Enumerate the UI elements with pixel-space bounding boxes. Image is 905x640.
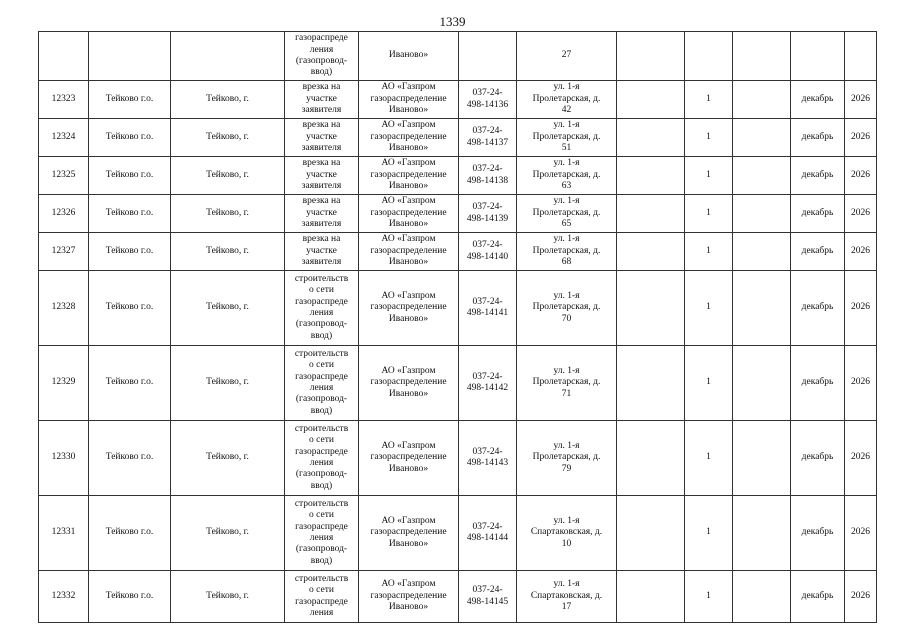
cell-work-type: врезка на участке заявителя	[285, 233, 359, 271]
cell-year: 2026	[845, 233, 877, 271]
cell-qty: 1	[685, 346, 733, 421]
cell-settlement: Тейково, г.	[171, 421, 285, 496]
cell-empty	[733, 271, 791, 346]
table-row	[39, 496, 877, 571]
cell-num: 12328	[39, 271, 89, 346]
cell-empty	[733, 496, 791, 571]
cell-num: 12323	[39, 81, 89, 119]
cell-year: 2026	[845, 271, 877, 346]
cell-work-type: строительств о сети газораспреде ления (газопровод- ввод)	[285, 346, 359, 421]
cell-empty	[733, 119, 791, 157]
cell-month: декабрь	[791, 496, 845, 571]
cell-organization: АО «Газпром газораспределение Иваново»	[359, 346, 459, 421]
cell-year: 2026	[845, 571, 877, 623]
table-row	[39, 195, 877, 233]
cell-district: Тейково г.о.	[89, 233, 171, 271]
cell-year: 2026	[845, 119, 877, 157]
cell-num: 12331	[39, 496, 89, 571]
cell-district: Тейково г.о.	[89, 421, 171, 496]
table-row	[39, 119, 877, 157]
cell-empty	[733, 195, 791, 233]
cell-organization: АО «Газпром газораспределение Иваново»	[359, 81, 459, 119]
cell-organization: Иваново»	[359, 32, 459, 81]
cell-year: 2026	[845, 496, 877, 571]
cell-empty	[733, 81, 791, 119]
cell-empty	[617, 571, 685, 623]
cell-address: ул. 1-я Пролетарская, д. 70	[517, 271, 617, 346]
cell-organization: АО «Газпром газораспределение Иваново»	[359, 119, 459, 157]
cell-district: Тейково г.о.	[89, 119, 171, 157]
cell-code: 037-24- 498-14145	[459, 571, 517, 623]
cell-year: 2026	[845, 346, 877, 421]
cell-empty	[617, 195, 685, 233]
cell-empty	[617, 157, 685, 195]
table-row	[39, 346, 877, 421]
cell-month: декабрь	[791, 195, 845, 233]
cell-num: 12324	[39, 119, 89, 157]
cell-year: 2026	[845, 195, 877, 233]
cell-settlement: Тейково, г.	[171, 271, 285, 346]
cell-address: ул. 1-я Пролетарская, д. 79	[517, 421, 617, 496]
cell-settlement: Тейково, г.	[171, 195, 285, 233]
cell-organization: АО «Газпром газораспределение Иваново»	[359, 233, 459, 271]
table-row	[39, 421, 877, 496]
cell-settlement: Тейково, г.	[171, 157, 285, 195]
cell-organization: АО «Газпром газораспределение Иваново»	[359, 157, 459, 195]
cell-code: 037-24- 498-14143	[459, 421, 517, 496]
cell-num: 12330	[39, 421, 89, 496]
cell-empty	[733, 346, 791, 421]
cell-code: 037-24- 498-14137	[459, 119, 517, 157]
cell-code: 037-24- 498-14136	[459, 81, 517, 119]
table-row	[39, 271, 877, 346]
cell-district: Тейково г.о.	[89, 157, 171, 195]
cell-month: декабрь	[791, 346, 845, 421]
cell-qty: 1	[685, 195, 733, 233]
cell-num: 12329	[39, 346, 89, 421]
table-row	[39, 571, 877, 623]
cell-num: 12332	[39, 571, 89, 623]
table-row	[39, 81, 877, 119]
cell-work-type: строительств о сети газораспреде ления	[285, 571, 359, 623]
cell-work-type: строительств о сети газораспреде ления (газопровод- ввод)	[285, 271, 359, 346]
cell-work-type: газораспреде ления (газопровод- ввод)	[285, 32, 359, 81]
cell-settlement: Тейково, г.	[171, 571, 285, 623]
cell-empty	[733, 421, 791, 496]
cell-month: декабрь	[791, 421, 845, 496]
cell-month: декабрь	[791, 81, 845, 119]
cell-empty	[617, 271, 685, 346]
cell-qty: 1	[685, 571, 733, 623]
cell-empty	[733, 233, 791, 271]
cell-month: декабрь	[791, 119, 845, 157]
cell-work-type: строительств о сети газораспреде ления (газопровод- ввод)	[285, 421, 359, 496]
cell-work-type: врезка на участке заявителя	[285, 195, 359, 233]
cell-organization: АО «Газпром газораспределение Иваново»	[359, 571, 459, 623]
cell-empty	[617, 32, 685, 81]
cell-settlement	[171, 32, 285, 81]
cell-month	[791, 32, 845, 81]
cell-month: декабрь	[791, 157, 845, 195]
cell-code: 037-24- 498-14139	[459, 195, 517, 233]
cell-code: 037-24- 498-14140	[459, 233, 517, 271]
cell-code: 037-24- 498-14141	[459, 271, 517, 346]
cell-address: ул. 1-я Пролетарская, д. 51	[517, 119, 617, 157]
cell-settlement: Тейково, г.	[171, 346, 285, 421]
cell-qty: 1	[685, 496, 733, 571]
cell-settlement: Тейково, г.	[171, 119, 285, 157]
cell-settlement: Тейково, г.	[171, 233, 285, 271]
cell-num: 12325	[39, 157, 89, 195]
cell-settlement: Тейково, г.	[171, 496, 285, 571]
page-number: 1339	[439, 14, 466, 29]
cell-address: ул. 1-я Пролетарская, д. 42	[517, 81, 617, 119]
cell-organization: АО «Газпром газораспределение Иваново»	[359, 496, 459, 571]
cell-district: Тейково г.о.	[89, 271, 171, 346]
cell-num: 12327	[39, 233, 89, 271]
cell-empty	[617, 421, 685, 496]
cell-organization: АО «Газпром газораспределение Иваново»	[359, 271, 459, 346]
cell-year: 2026	[845, 421, 877, 496]
cell-address: ул. 1-я Пролетарская, д. 63	[517, 157, 617, 195]
cell-district: Тейково г.о.	[89, 81, 171, 119]
cell-code: 037-24- 498-14138	[459, 157, 517, 195]
cell-year	[845, 32, 877, 81]
cell-empty	[733, 32, 791, 81]
cell-organization: АО «Газпром газораспределение Иваново»	[359, 421, 459, 496]
cell-qty	[685, 32, 733, 81]
cell-month: декабрь	[791, 571, 845, 623]
cell-empty	[617, 233, 685, 271]
table-row-continued	[39, 32, 877, 81]
cell-work-type: врезка на участке заявителя	[285, 119, 359, 157]
cell-year: 2026	[845, 81, 877, 119]
cell-work-type: врезка на участке заявителя	[285, 81, 359, 119]
cell-qty: 1	[685, 233, 733, 271]
cell-qty: 1	[685, 81, 733, 119]
cell-empty	[733, 571, 791, 623]
cell-work-type: врезка на участке заявителя	[285, 157, 359, 195]
cell-district: Тейково г.о.	[89, 496, 171, 571]
cell-year: 2026	[845, 157, 877, 195]
cell-empty	[617, 496, 685, 571]
cell-month: декабрь	[791, 271, 845, 346]
cell-address: ул. 1-я Спартаковская, д. 17	[517, 571, 617, 623]
cell-district: Тейково г.о.	[89, 571, 171, 623]
table-row	[39, 233, 877, 271]
cell-code: 037-24- 498-14142	[459, 346, 517, 421]
cell-qty: 1	[685, 271, 733, 346]
cell-organization: АО «Газпром газораспределение Иваново»	[359, 195, 459, 233]
cell-address: ул. 1-я Пролетарская, д. 71	[517, 346, 617, 421]
cell-district: Тейково г.о.	[89, 346, 171, 421]
cell-code	[459, 32, 517, 81]
cell-work-type: строительств о сети газораспреде ления (газопровод- ввод)	[285, 496, 359, 571]
cell-address: ул. 1-я Пролетарская, д. 65	[517, 195, 617, 233]
cell-district	[89, 32, 171, 81]
cell-address: ул. 1-я Пролетарская, д. 68	[517, 233, 617, 271]
cell-empty	[733, 157, 791, 195]
cell-qty: 1	[685, 421, 733, 496]
cell-empty	[617, 119, 685, 157]
registry-table	[38, 31, 877, 623]
table-row	[39, 157, 877, 195]
cell-code: 037-24- 498-14144	[459, 496, 517, 571]
cell-month: декабрь	[791, 233, 845, 271]
cell-empty	[617, 346, 685, 421]
cell-settlement: Тейково, г.	[171, 81, 285, 119]
cell-address: ул. 1-я Спартаковская, д. 10	[517, 496, 617, 571]
cell-qty: 1	[685, 157, 733, 195]
cell-address: 27	[517, 32, 617, 81]
cell-num	[39, 32, 89, 81]
cell-num: 12326	[39, 195, 89, 233]
cell-district: Тейково г.о.	[89, 195, 171, 233]
cell-empty	[617, 81, 685, 119]
cell-qty: 1	[685, 119, 733, 157]
